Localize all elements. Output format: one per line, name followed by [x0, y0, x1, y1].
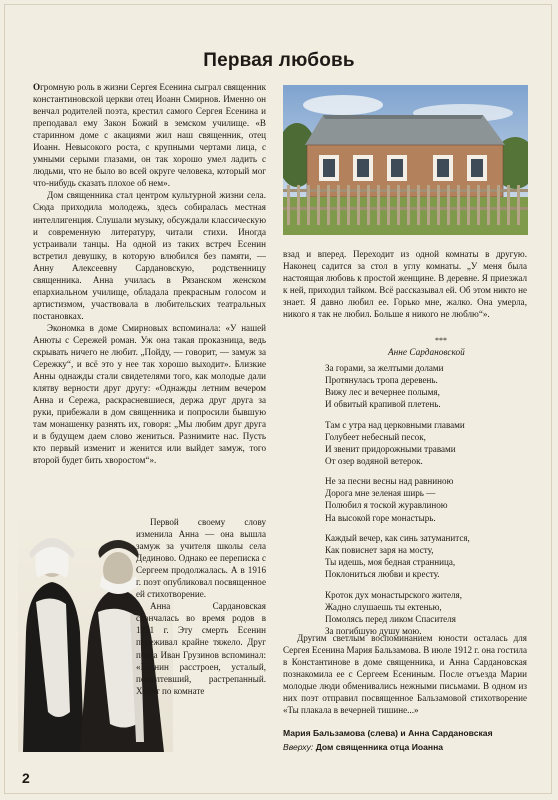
- poem-line: Вижу лес и вечернее полымя,: [325, 387, 440, 398]
- poem-stanza: [325, 362, 535, 410]
- paragraph-2: Дом священника стал центром культурной жизни села. Сюда приходила молодежь, здесь собиралась местная интеллигенция. Слушали музыку, обсуждали классическую и современную литературу, читали стихи. Иногда устраивали танцы. На одной из таких встреч Есенин встретил девушку, в которую влюбился без памяти, — Анну Алексеевну Сардановскую, родственницу священника. Анна училась в Рязанском женском епархиальном училище, обладала прекрасным голосом и артистизмом, участвовала в любительских театральных постановках.: [33, 190, 266, 321]
- poem-line: И звенит придорожными травами: [325, 443, 456, 454]
- page-number: 2: [22, 770, 30, 786]
- left-column: [33, 81, 266, 516]
- poem-line: Жадно слушаешь ты ектенью,: [325, 601, 442, 612]
- poem-stanza: [325, 419, 535, 467]
- page-title: Первая любовь: [203, 50, 355, 71]
- paragraph-6: взад и вперед. Переходит из одной комнаты в другую. Наконец садится за стол в углу комнаты. „У меня была настоящая любовь к простой женщине. В деревне. Я приезжал к ней, приходил тайком. Всё рассказывал ей. Об этом никто не знает. Я давно любил ее. Горько мне, жалко. Она умерла, никого я так не любил. Больше я никого не люблю“».: [283, 249, 527, 320]
- poem: [325, 362, 535, 645]
- poem-line: Дорога мне зеленая ширь —: [325, 488, 436, 499]
- paragraph-4: Первой своему слову изменила Анна — она вышла замуж за учителя школы села Дединово. Однако ее переписка с Сергеем продолжалась. А в 1916 г. поэт опубликовал посвященное ей стихотворение.: [136, 517, 266, 600]
- caption-label: Вверху:: [283, 742, 314, 752]
- paragraph-7: Другим светлым воспоминанием юности осталась для Сергея Есенина Мария Бальзамова. В июле 1912 г. она гостила в Константинове в доме священника, и Анна Сардановская познакомила ее с Сергеем Есениным. После отъезда Марии молодые люди обменивались нежными письмами. В одном из них поэт отправил посвященное Бальзамовой стихотворение «Ты плакала в вечерней тишине...»: [283, 633, 527, 716]
- poem-line: Не за песни весны над равниною: [325, 476, 454, 487]
- paragraph-1-text: громную роль в жизни Сергея Есенина сыграл священник константиновской церкви отец Иоанн Смирнов. Именно он венчал родителей поэта, крестил самого Сергея Есенина и преподавал ему Закон Божий в земском училище. «В старинном доме с акациями жил наш священник, отец Иоанн. Невысокого роста, с крупными чертами лица, с умными серыми глазами, он так хорошо умел ладить с людьми, что не было во всей округе человека, который мог что-нибудь сказать плохое об нем».: [33, 82, 266, 189]
- right-column-top: [283, 248, 527, 324]
- poem-line: Полюбил я тоской журавлиною: [325, 500, 448, 511]
- poem-line: Ты идешь, моя бедная странница,: [325, 557, 456, 568]
- right-column-bottom: [283, 632, 527, 727]
- poem-stanza: [325, 532, 535, 580]
- poem-separator: ***: [435, 336, 447, 345]
- poem-stanza: [325, 589, 535, 637]
- house-photo: [283, 85, 528, 235]
- poem-dedication: Анне Сардановской: [388, 348, 465, 358]
- poem-line: За горами, за желтыми долами: [325, 363, 444, 373]
- drop-cap: О: [33, 82, 41, 92]
- poem-line: Поклониться любви и кресту.: [325, 569, 440, 580]
- paragraph-3: Экономка в доме Смирновых вспоминала: «У нашей Анюты с Сережей роман. Уж она такая проказница, ведь скрывать ничего не любит. „Пойду, — говорит, — замуж за Сережку“, и всё это у нее так хорошо выходит». Близкие Анны однажды стали свидетелями того, как молодые дали клятву верности друг другу: «Однажды летним вечером Анна и Сережа, раскрасневшиеся, держа друг друга за руки, прибежали в дом священника и попросили бывшую там монашенку разнять их, говоря: „Мы любим друг друга и в будущем даем слово жениться. Разнимите нас. Пусть кто первый изменит и женится или выйдет замуж, того второй будет бить хворостом“».: [33, 322, 266, 466]
- poem-line: Там с утра над церковными главами: [325, 419, 465, 430]
- women-photo-caption: Мария Бальзамова (слева) и Анна Сардановская: [283, 728, 493, 738]
- poem-line: Протянулась тропа деревень.: [325, 375, 438, 386]
- paragraph-1: [33, 81, 266, 189]
- house-photo-caption: [283, 742, 527, 752]
- poem-stanza: [325, 475, 535, 523]
- poem-line: За погибшую душу мою.: [325, 625, 422, 636]
- poem-line: От озер водяной ветерок.: [325, 455, 423, 466]
- left-narrow-column: [136, 516, 266, 762]
- poem-line: На высокой горе монастырь.: [325, 512, 436, 523]
- poem-line: Помолясь перед ликом Спасителя: [325, 613, 456, 624]
- paragraph-5: Анна Сардановская скончалась во время родов в 1921 г. Эту смерть Есенин переживал крайне тяжело. Друг поэта Иван Грузинов вспоминал: «Есенин расстроен, усталый, пожелтевший, растрепанный. Ходит по комнате: [136, 601, 266, 696]
- poem-line: И обвитый крапивой плетень.: [325, 399, 441, 410]
- caption-text: Дом священника отца Иоанна: [315, 742, 444, 752]
- poem-line: Каждый вечер, как синь затуманится,: [325, 533, 470, 544]
- poem-line: Кроток дух монастырского жителя,: [325, 589, 463, 600]
- poem-line: Как повиснет заря на мосту,: [325, 545, 434, 556]
- poem-line: Голубеет небесный песок,: [325, 431, 426, 442]
